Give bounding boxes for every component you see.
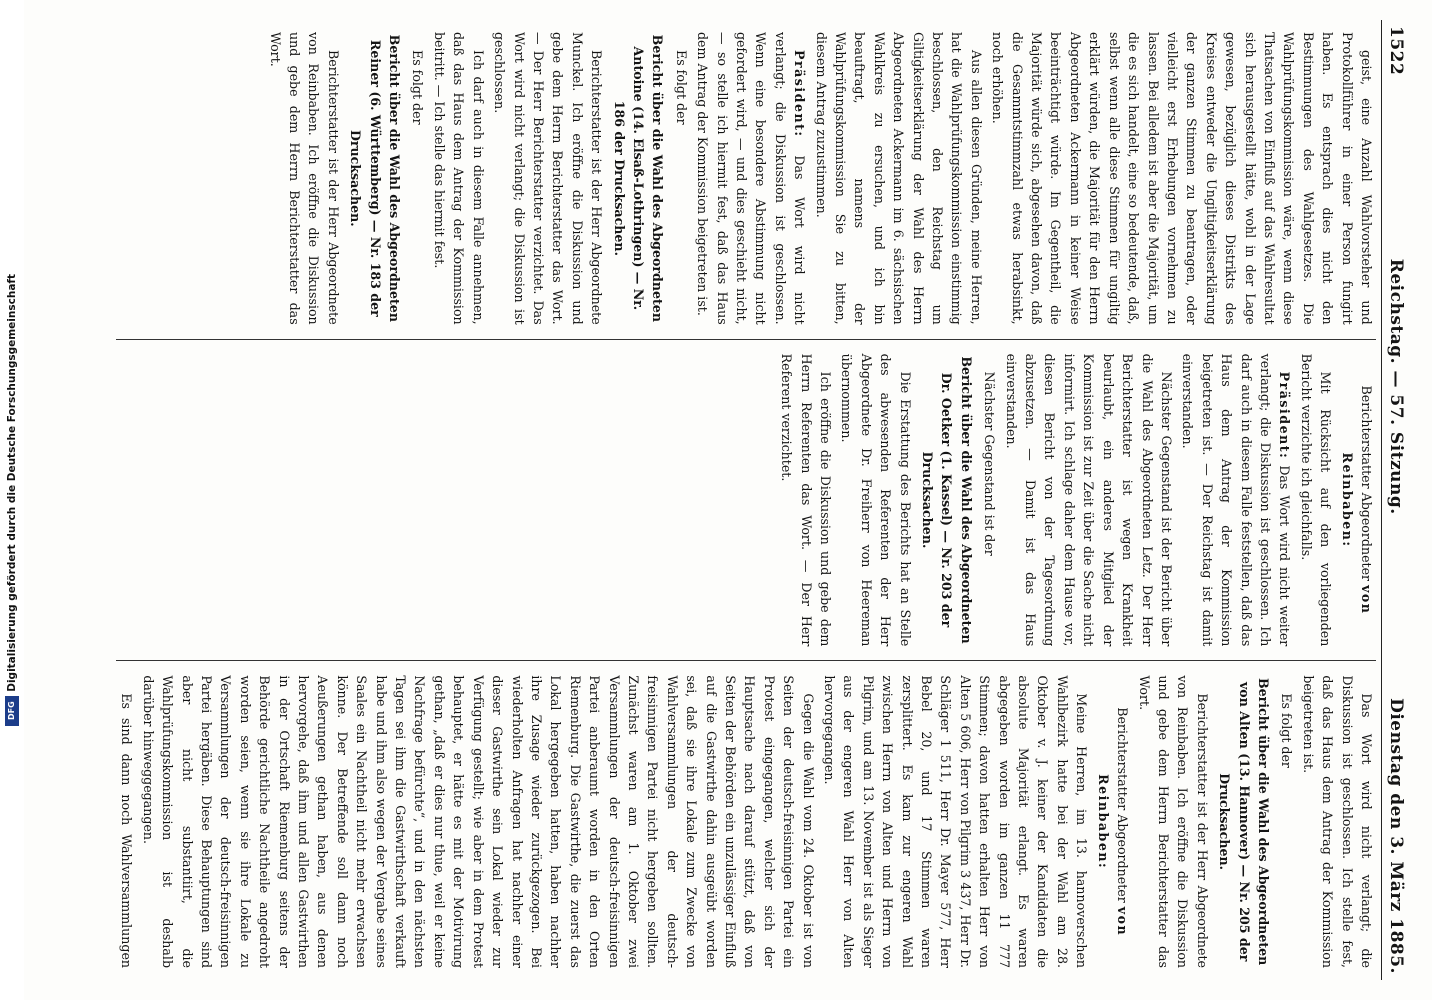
dfg-logo: DFG — [5, 696, 19, 726]
paragraph: Es sind dann noch Wahlversammlungen — [119, 693, 135, 969]
paragraph: Berichterstatter ist der Herr Abgeordnete von Reinbaben. Ich eröffne die Diskussion und gebe dem Herrn Berichterstatter das Wort. — [1136, 675, 1210, 969]
page-header — [1381, 20, 1416, 980]
speaker-role: Berichterstatter Abgeordneter — [1359, 385, 1374, 582]
column-divider — [116, 660, 1376, 661]
paragraph — [693, 32, 809, 325]
section-heading: Bericht über die Wahl des Abgeordneten Antoine (14. Elsaß-Lothringen) — Nr. 186 der Drucksachen. — [611, 34, 666, 322]
text-columns — [116, 20, 1376, 980]
session-date: Dienstag den 3. März 1885. — [1386, 698, 1406, 974]
speaker-label: von Reinbaben: — [1095, 774, 1131, 937]
paragraph: Es folgt der — [410, 50, 426, 125]
page-number: 1522 — [1386, 26, 1406, 76]
speech-text: Das Wort wird nicht verlangt; die Diskussion ist geschlossen. Wenn eine besondere Abstimmung nicht gefordert wird, — und dies geschieht nicht, — so stelle ich hiermit fest, daß das Haus dem Antrag der Kommission beigetreten ist. — [695, 32, 808, 325]
paragraph — [1093, 675, 1132, 968]
paragraph: Meine Herren, im 13. hannoverschen Wahlbezirk hatte bei der Wahl am 28. Oktober v. J. keiner der Kandidaten die absolute Majorität erlangt. Es waren abgegeben worden im ganzen 11 777 Stimmen; davon hatten erhalten Herr von Alten 5 606, Herr von Pilgrim 3 437, Herr Dr. Schläger 1 511, Herr Dr. Mayer 577, Herr Bebel 20, und 17 Stimmen waren zersplittert. Es kam zur engeren Wahl zwischen Herrn von Alten und Herrn von Pilgrim, und am 13. November ist als Sieger aus der engeren Wahl Herr von Alten hervorgegangen. — [822, 675, 1090, 969]
paragraph: Nächster Gegenstand ist der — [982, 371, 998, 556]
paragraph: Es folgt der — [673, 50, 689, 125]
paragraph: Berichterstatter ist der Herr Abgeordnete Munckel. Ich eröffne die Diskussion und gebe dem Herrn Berichterstatter das Wort. — Der Herr Berichterstatter verzichtet. Das Wort wird nicht verlangt; die Diskussion ist geschlossen. — [492, 32, 605, 325]
paragraph: Ich eröffne die Diskussion und gebe dem Herrn Referenten das Wort. — Der Herr Referent verzichtet. — [779, 353, 834, 647]
paragraph: Es folgt der — [1279, 693, 1295, 768]
section-heading: Bericht über die Wahl des Abgeordneten von Alten (13. Hannover) — Nr. 205 der Drucksachen. — [1217, 678, 1271, 966]
column-middle — [116, 342, 1376, 659]
column-divider — [116, 339, 1376, 340]
digitization-credit-strip — [0, 0, 24, 1000]
section-heading: Bericht über die Wahl des Abgeordneten Dr. Oetker (1. Kassel) — Nr. 203 der Drucksachen. — [920, 356, 974, 644]
paragraph: geist, eine Anzahl Wahlvorsteher und Protokollführer in einer Person fungirt haben. Es entsprach dies nicht den Bestimmungen des Wahlgesetzes. Die Wahlprüfungskommission wäre, wenn diese Thatsachen von Einfluß auf das Wahlresultat sich herausgestellt hätte, wohl in der Lage gewesen, bezüglich dieses Distrikts des Kreises entweder die Ungiltigkeitserklärung der ganzen Stimmen zu beantragen, oder vielleicht erst Erhebungen vornehmen zu lassen. Bei alledem ist aber die Majorität, um die es sich handelt, eine so bedeutende, daß, selbst wenn alle diese Stimmen für ungiltig erklärt würden, die Majorität für den Herrn Abgeordneten Ackermann in keiner Weise beeinträchtigt würde. Im Gegentheil, die Majorität würde sich, abgesehen davon, daß die Gesammtstimmzahl etwas herabsinkt, noch erhöhen. — [990, 32, 1374, 325]
session-title: Reichstag. — 57. Sitzung. — [1386, 258, 1406, 515]
paragraph: Nächster Gegenstand ist der Bericht über die Wahl des Abgeordneten Letz. Der Herr Berichterstatter ist wegen Krankheit beurlaubt, ein anderes Mitglied der Kommission ist zur Zeit über die Sache nicht informirt. Ich schlage daher dem Hause vor, diesen Bericht von der Tagesordnung abzusetzen. — Damit ist das Haus einverstanden. — [1003, 353, 1174, 647]
paragraph: Ich darf auch in diesem Falle annehmen, daß das Haus dem Antrag der Kommission beitritt. — Ich stelle das hiermit fest. — [431, 32, 486, 325]
column-right — [116, 663, 1376, 980]
paragraph: Das Wort wird nicht verlangt; die Diskussion ist geschlossen. Ich stelle fest, daß das Haus dem Antrag der Kommission beigetreten ist. — [1300, 675, 1374, 969]
paragraph: Aus allen diesen Gründen, meine Herren, hat die Wahlprüfungskommission einstimmig beschlossen, den Reichstag um Giltigkeitserklärung der Wahl des Herrn Abgeordneten Ackermann im 6. sächsischen Wahlkreis zu ersuchen, und ich bin beauftragt, namens der Wahlprüfungskommission Sie zu bitten, diesem Antrag zuzustimmen. — [813, 32, 984, 325]
speech-text: Das Wort wird nicht weiter verlangt; die Diskussion ist geschlossen. Ich darf auch in diesem Falle feststellen, daß das Haus dem Antrag der Kommission beigetreten ist. — Der Reichstag ist damit einverstanden. — [1180, 353, 1293, 647]
column-left — [116, 20, 1376, 337]
speaker-label: Präsident: — [1277, 371, 1293, 460]
paragraph — [1337, 354, 1376, 647]
paragraph: Gegen die Wahl vom 24. Oktober ist von Seiten der deutsch-freisinnigen Partei ein Protest eingegangen, welcher sich der Hauptsache nach darauf stützt, daß von Seiten der Behörden ein unzulässiger Einfluß auf die Gastwirthe dahin ausgeübt worden sei, daß sie ihre Lokale zum Zwecke von Wahlversammlungen der deutsch-freisinnigen Partei nicht hergeben sollten. Zunächst waren am 1. Oktober zwei Versammlungen der deutsch-freisinnigen Partei anberaumt worden in den Orten Riemenburg. Die Gastwirthe, die zuerst das Lokal hergegeben hatten, haben nachher ihre Zusage wieder zurückgezogen. Bei wiederholten Anfragen hat nachher einer dieser Gastwirthe sein Lokal wieder zur Verfügung gestellt; wie aber in dem Protest behauptet, er hätte es mit der Motivirung gethan, „daß er dies nur thue, weil er keine Nachfrage befürchte“, und in den nächsten Tagen sei ihm die Gastwirthschaft verkauft habe und ihm also wegen der Vergabe seines Saales ein Nachtheil nicht mehr erwachsen könne. Der Betreffende soll dann noch Aeußerungen gethan haben, aus denen hervorgehe, daß ihm und allen Gastwirthen in der Ortschaft Riemenburg seitens der Behörde gerichtliche Nachtheile angedroht worden seien, wenn sie ihre Lokale zu Versammlungen der deutsch-freisinnigen Partei hergäben. Diese Behauptungen sind aber nicht substantiirt, die Wahlprüfungskommission ist deshalb darüber hinweggegangen. — [140, 675, 816, 969]
section-heading: Bericht über die Wahl des Abgeordneten Reiner (6. Württemberg) — Nr. 183 der Drucksachen. — [348, 34, 403, 322]
speaker-label: von Reinbaben: — [1339, 452, 1374, 615]
paragraph: Die Erstattung des Berichts hat an Stelle des abwesenden Referenten der Herr Abgeordnete Dr. Freiherr von Heereman übernommen. — [839, 353, 913, 647]
paragraph: Berichterstatter ist der Herr Abgeordnete von Reinbaben. Ich eröffne die Diskussion und gebe dem Herrn Berichterstatter das Wort. — [267, 32, 341, 325]
paragraph — [1178, 354, 1294, 647]
paragraph: Mit Rücksicht auf den vorliegenden Bericht verzichte ich gleichfalls. — [1298, 353, 1334, 647]
document-page — [116, 20, 1416, 980]
speaker-role: Berichterstatter Abgeordneter — [1115, 707, 1131, 903]
speaker-label: Präsident: — [792, 50, 808, 138]
digitization-credit: Digitalisierung gefördert durch die Deutsche Forschungsgemeinschaft — [6, 274, 18, 692]
